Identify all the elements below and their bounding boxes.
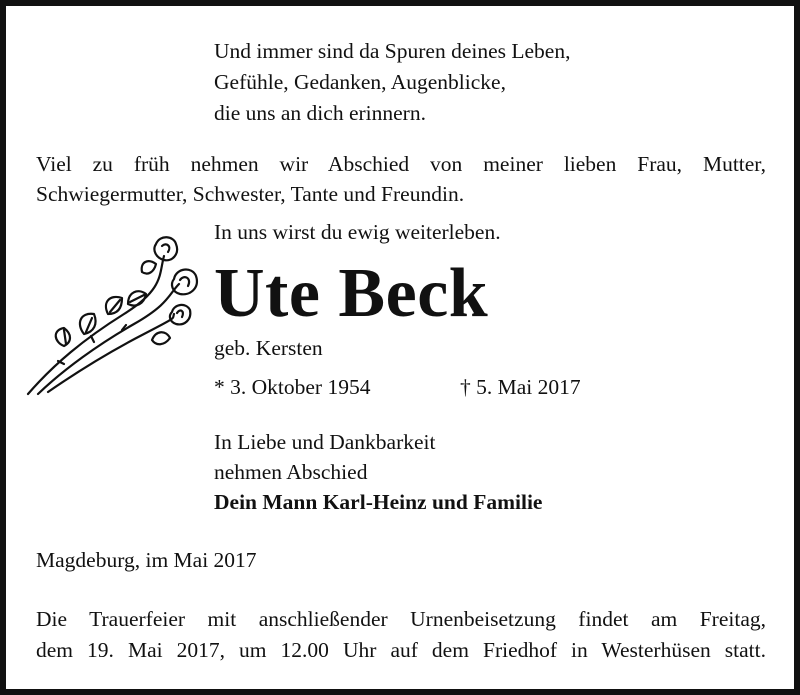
verse-line-1: Und immer sind da Spuren deines Leben,	[214, 39, 571, 63]
rose-icon	[24, 234, 209, 399]
mourners-line: Dein Mann Karl-Heinz und Familie	[214, 490, 543, 514]
verse-line-3: die uns an dich erinnern.	[214, 101, 426, 125]
farewell-line-2: nehmen Abschied	[214, 460, 368, 484]
funeral-line-2: dem 19. Mai 2017, um 12.00 Uhr auf dem Friedhof in Westerhüsen statt.	[36, 638, 766, 662]
verse-line-2: Gefühle, Gedanken, Augenblicke,	[214, 70, 506, 94]
intro-line-2: Schwiegermutter, Schwester, Tante und Freundin.	[36, 182, 465, 206]
farewell-line-1: In Liebe und Dankbarkeit	[214, 430, 436, 454]
birth-date: * 3. Oktober 1954	[214, 375, 371, 399]
funeral-line-1: Die Trauerfeier mit anschließender Urnenbeisetzung findet am Freitag,	[36, 607, 766, 631]
remembrance-line: In uns wirst du ewig weiterleben.	[214, 220, 501, 244]
intro-line-1: Viel zu früh nehmen wir Abschied von meiner lieben Frau, Mutter,	[36, 152, 766, 176]
deceased-name: Ute Beck	[214, 255, 489, 332]
maiden-name: geb. Kersten	[214, 336, 323, 360]
place-date: Magdeburg, im Mai 2017	[36, 548, 257, 572]
death-date: † 5. Mai 2017	[460, 375, 581, 399]
